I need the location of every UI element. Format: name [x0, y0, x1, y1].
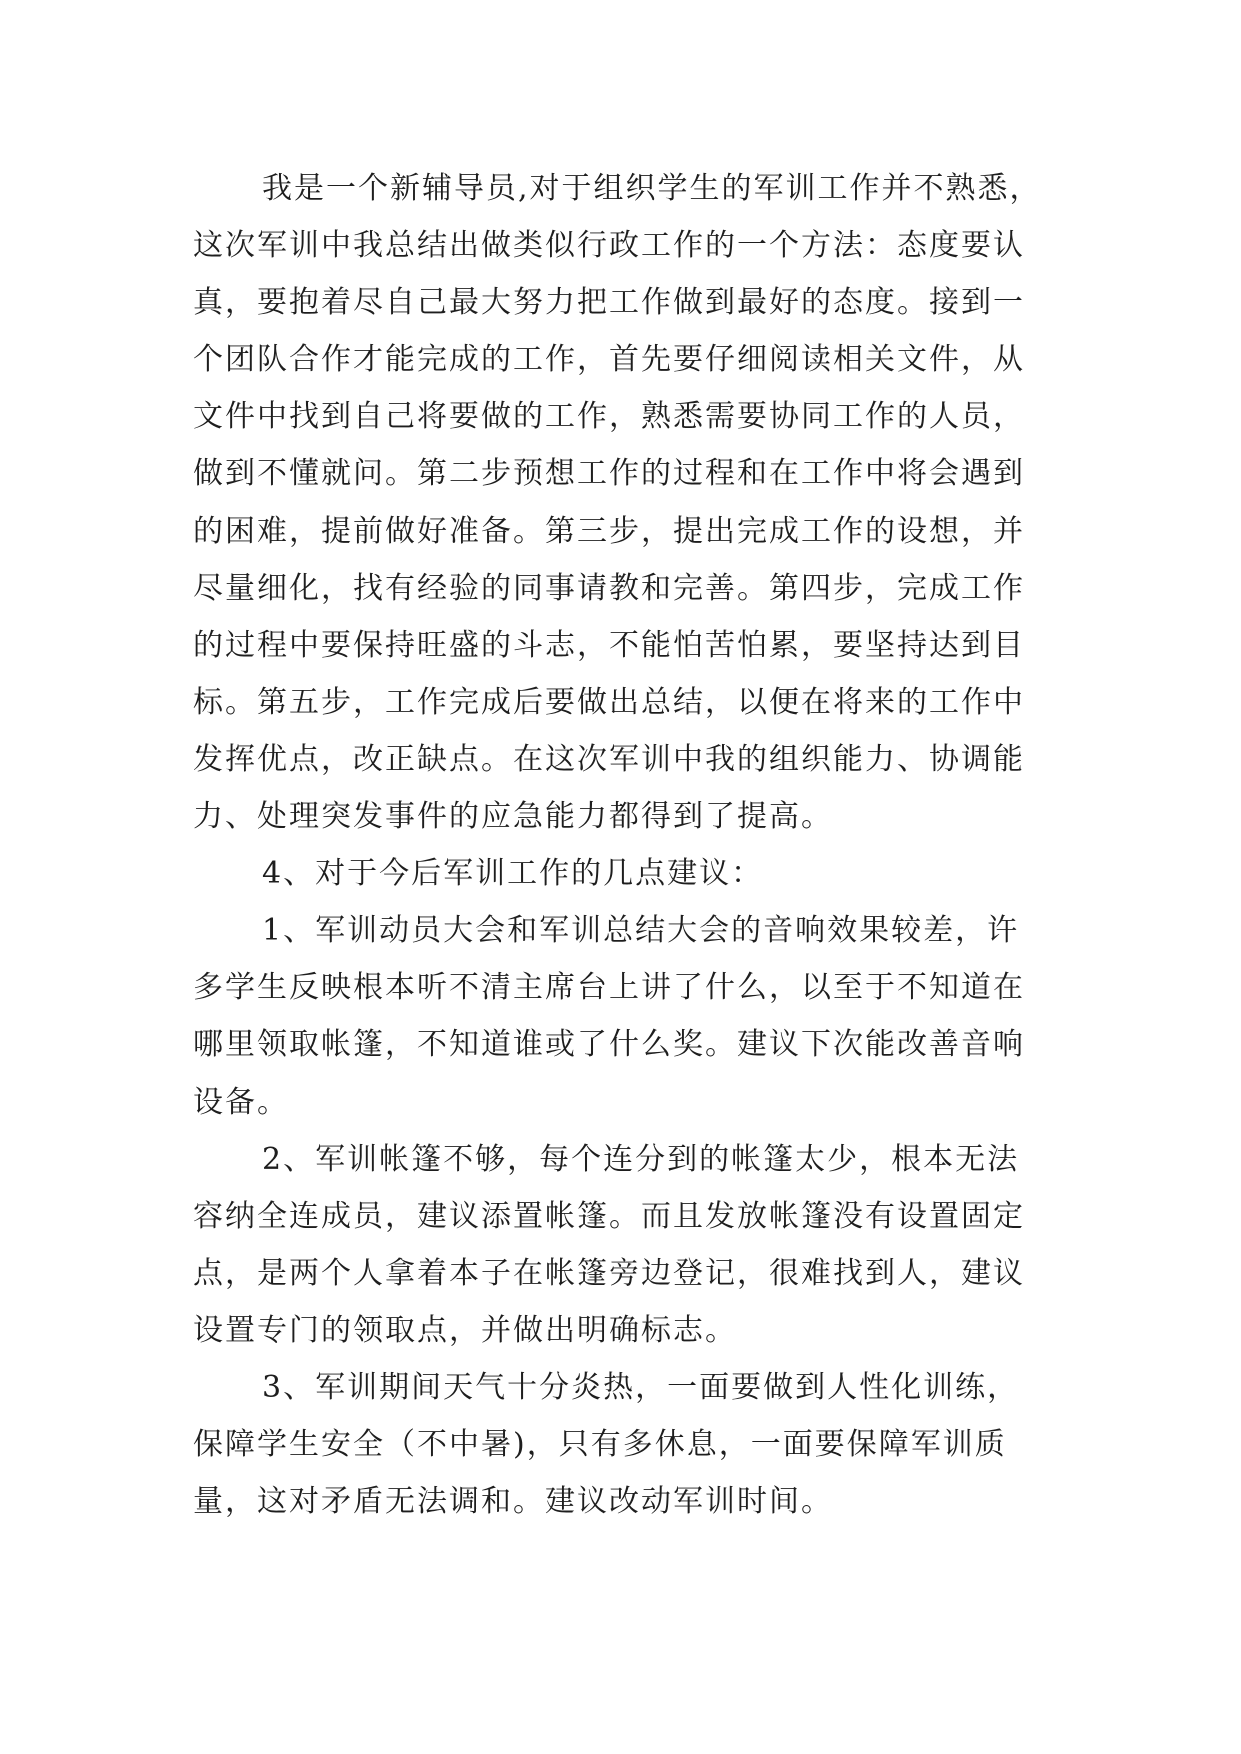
text-line: 多学生反映根本听不清主席台上讲了什么，以至于不知道在	[193, 970, 1025, 1006]
text-line: 这次军训中我总结出做类似行政工作的一个方法：态度要认	[193, 228, 1025, 264]
text-line: 做到不懂就问。第二步预想工作的过程和在工作中将会遇到	[193, 456, 1025, 492]
paragraph-reflection	[193, 160, 1053, 845]
text-line: 3、军训期间天气十分炎热，一面要做到人性化训练，	[262, 1369, 1020, 1405]
text-line: 标。第五步，工作完成后要做出总结，以便在将来的工作中	[193, 684, 1025, 720]
text-line: 设置专门的领取点，并做出明确标志。	[193, 1312, 737, 1348]
text-line: 文件中找到自己将要做的工作，熟悉需要协同工作的人员，	[193, 399, 1025, 435]
text-line: 量，这对矛盾无法调和。建议改动军训时间。	[193, 1484, 833, 1520]
text-line: 哪里领取帐篷，不知道谁或了什么奖。建议下次能改善音响	[193, 1027, 1025, 1063]
text-line: 的困难，提前做好准备。第三步，提出完成工作的设想，并	[193, 513, 1025, 549]
text-line: 保障学生安全（不中暑)，只有多休息，一面要保障军训质	[193, 1427, 1007, 1463]
text-line: 我是一个新辅导员,对于组织学生的军训工作并不熟悉，	[262, 171, 1042, 206]
text-line: 发挥优点，改正缺点。在这次军训中我的组织能力、协调能	[193, 741, 1025, 777]
text-line: 真，要抱着尽自己最大努力把工作做到最好的态度。接到一	[193, 285, 1025, 321]
text-line: 2、军训帐篷不够，每个连分到的帐篷太少，根本无法	[262, 1141, 1020, 1177]
paragraph-suggestion-1	[193, 902, 1053, 1130]
document-body	[193, 160, 1053, 1530]
text-line: 设备。	[193, 1084, 289, 1120]
text-line: 个团队合作才能完成的工作，首先要仔细阅读相关文件，从	[193, 342, 1025, 378]
text-line: 点，是两个人拿着本子在帐篷旁边登记，很难找到人，建议	[193, 1255, 1025, 1291]
text-line: 尽量细化，找有经验的同事请教和完善。第四步，完成工作	[193, 570, 1025, 606]
text-line: 4、对于今后军训工作的几点建议：	[262, 856, 764, 892]
text-line: 容纳全连成员，建议添置帐篷。而且发放帐篷没有设置固定	[193, 1198, 1025, 1234]
paragraph-suggestion-2	[193, 1131, 1053, 1359]
paragraph-suggestion-3	[193, 1359, 1053, 1530]
text-line: 力、处理突发事件的应急能力都得到了提高。	[193, 799, 833, 835]
text-line: 的过程中要保持旺盛的斗志，不能怕苦怕累，要坚持达到目	[193, 627, 1025, 663]
section-heading-suggestions	[193, 845, 1053, 902]
text-line: 1、军训动员大会和军训总结大会的音响效果较差，许	[262, 913, 1020, 949]
